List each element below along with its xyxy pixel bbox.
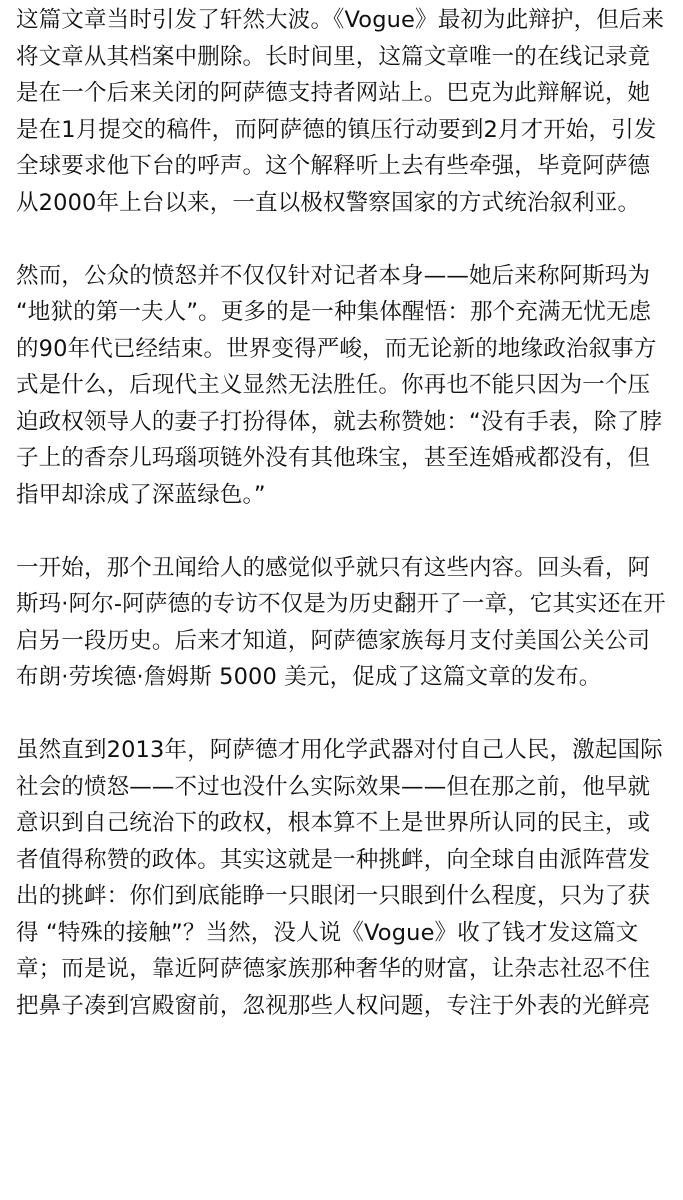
article-paragraph-2: 然而，公众的愤怒并不仅仅针对记者本身——她后来称阿斯玛为 “地狱的第一夫人”。更多的是一种集体醒悟：那个充满无忧无虑的90年代已经结束。世界变得严峻，而无论新的地缘政治叙事方式是什么，后现代主义显然无法胜任。你再也不能只因为一个压迫政权领导人的妻子打扮得体，就去称赞她：“没有手表，除了脖子上的香奈儿玛瑙项链外没有其他珠宝，甚至连婚戒都没有，但指甲却涂成了深蓝绿色。”: [16, 262, 663, 508]
article-paragraph-4: 虽然直到2013年，阿萨德才用化学武器对付自己人民，激起国际社会的愤怒——不过也没什么实际效果——但在那之前，他早就意识到自己统治下的政权，根本算不上是世界所认同的民主，或者值得称赞的政体。其实这就是一种挑衅，向全球自由派阵营发出的挑衅：你们到底能睁一只眼闭一只眼到什么程度，只为了获得 “特殊的接触”？当然，没人说《Vogue》收了钱才发这篇文章；而是说，靠近阿萨德家族那种奢华的财富，让杂志社忍不住把鼻子凑到宫殿窗前，忽视那些人权问题，专注于外表的光鲜亮: [16, 737, 663, 1019]
article-paragraph-3: 一开始，那个丑闻给人的感觉似乎就只有这些内容。回头看，阿斯玛·阿尔-阿萨德的专访不仅是为历史翻开了一章，它其实还在开启另一段历史。后来才知道，阿萨德家族每月支付美国公关公司布朗·劳埃德·詹姆斯 5000 美元，促成了这篇文章的发布。: [16, 554, 666, 690]
article-paragraph-1: 这篇文章当时引发了轩然大波。《Vogue》最初为此辩护，但后来将文章从其档案中删除。长时间里，这篇文章唯一的在线记录竟是在一个后来关闭的阿萨德支持者网站上。巴克为此辩解说，她是在1月提交的稿件，而阿萨德的镇压行动要到2月才开始，引发全球要求他下台的呼声。这个解释听上去有些牵强，毕竟阿萨德从2000年上台以来，一直以极权警察国家的方式统治叙利亚。: [16, 7, 665, 216]
article-body: [16, 0, 667, 1024]
